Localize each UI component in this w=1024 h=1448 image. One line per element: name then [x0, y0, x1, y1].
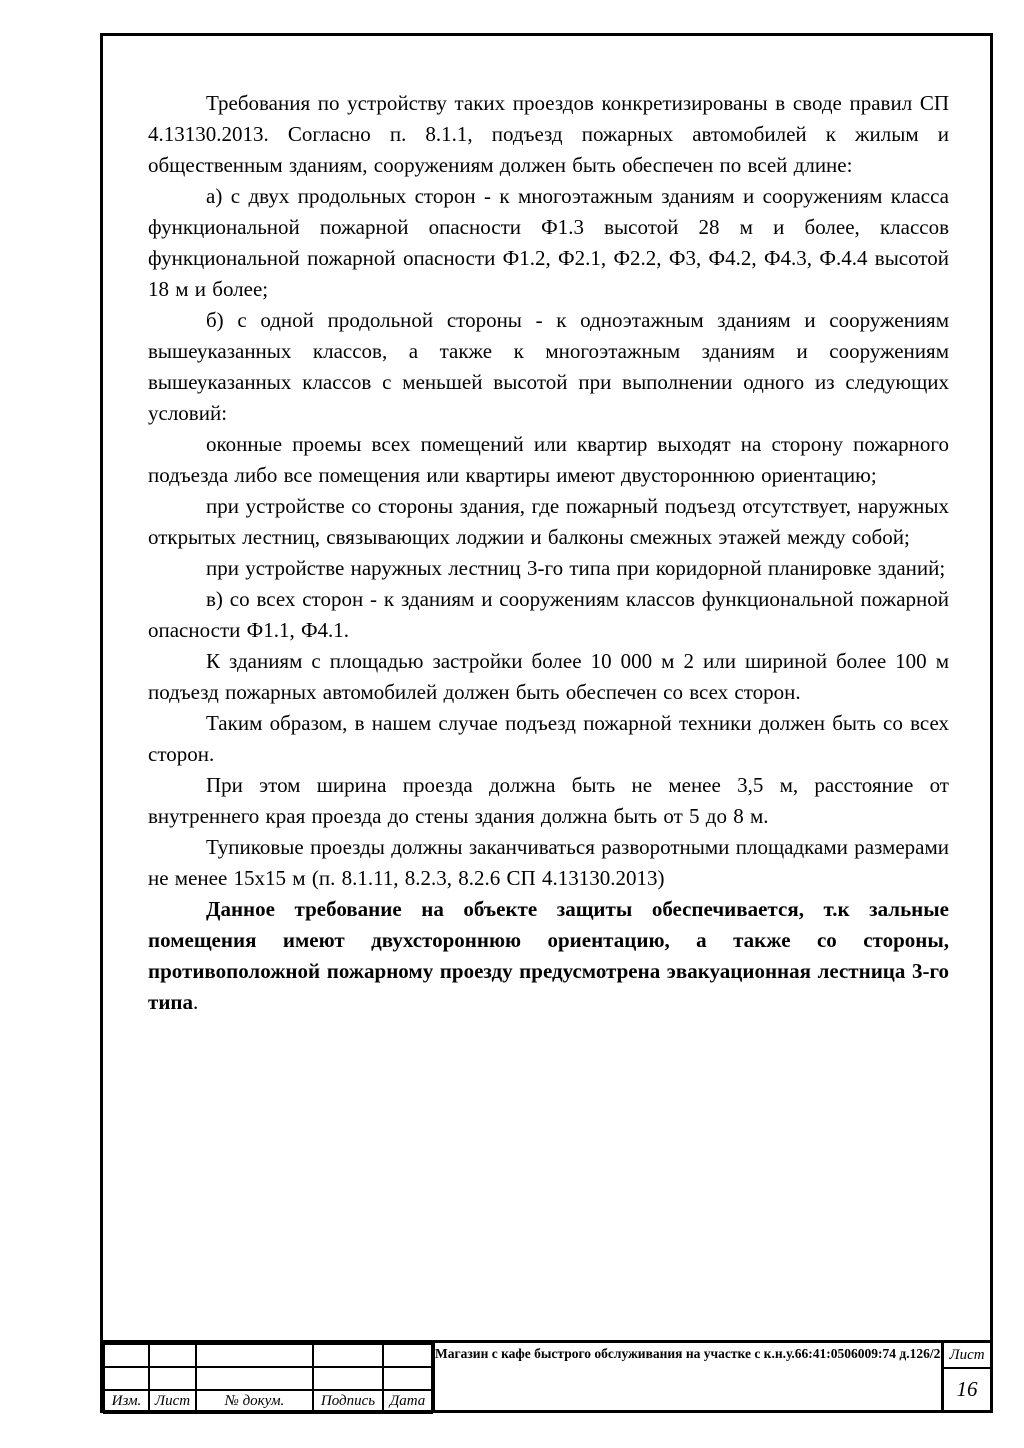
document-title: Магазин с кафе быстрого обслуживания на участке с к.н.у.66:41:0506009:74 д.126/2	[435, 1346, 941, 1361]
body-text	[148, 88, 949, 1018]
stamp-empty-cell	[104, 1344, 149, 1367]
sheet-number: 16	[956, 1377, 978, 1401]
stamp-row	[104, 1367, 432, 1390]
paragraph: Тупиковые проезды должны заканчиваться разворотными площадками размерами не менее 15х15 м (п. 8.1.11, 8.2.3, 8.2.6 СП 4.13130.2013)	[148, 835, 949, 890]
paragraph: при устройстве со стороны здания, где пожарный подъезд отсутствует, наружных открытых лестниц, связывающих лоджии и балконы смежных этажей между собой;	[148, 494, 949, 549]
stamp-empty-cell	[383, 1344, 432, 1367]
stamp-label-cell: Дата	[383, 1390, 432, 1413]
stamp-label-cell: № докум.	[196, 1390, 313, 1413]
stamp-label-cell: Лист	[149, 1390, 196, 1413]
paragraph: Данное требование на объекте защиты обеспечивается, т.к зальные помещения имеют двухстороннюю ориентацию, а также со стороны, противоположной пожарному проезду предусмотрена эвакуационная лестница 3-го типа.	[148, 897, 949, 1014]
stamp-empty-cell	[383, 1367, 432, 1390]
paragraph-suffix: .	[193, 990, 199, 1014]
stamp-empty-cell	[196, 1344, 313, 1367]
stamp-label-cell: Подпись	[313, 1390, 383, 1413]
stamp-empty-cell	[149, 1344, 196, 1367]
paragraph: Таким образом, в нашем случае подъезд пожарной техники должен быть со всех сторон.	[148, 711, 949, 766]
sheet-label: Лист	[944, 1343, 990, 1369]
paragraph: при устройстве наружных лестниц 3-го типа при коридорной планировке зданий;	[206, 556, 946, 580]
stamp-row	[104, 1390, 432, 1413]
stamp-empty-cell	[149, 1367, 196, 1390]
title-block-stamp-rows	[104, 1344, 432, 1413]
title-block	[100, 1340, 993, 1413]
stamp-empty-cell	[104, 1367, 149, 1390]
paragraph: оконные проемы всех помещений или квартир выходят на сторону пожарного подъезда либо все помещения или квартиры имеют двустороннюю ориентацию;	[148, 432, 949, 487]
title-block-stamp-table	[103, 1343, 433, 1414]
stamp-empty-cell	[313, 1344, 383, 1367]
sheet-number-box	[941, 1343, 990, 1410]
paragraph: При этом ширина проезда должна быть не менее 3,5 м, расстояние от внутреннего края проезда до стены здания должна быть от 5 до 8 м.	[148, 773, 949, 828]
stamp-empty-cell	[196, 1367, 313, 1390]
stamp-label-cell: Изм.	[104, 1390, 149, 1413]
paragraph: Требования по устройству таких проездов конкретизированы в своде правил СП 4.13130.2013. Согласно п. 8.1.1, подъезд пожарных автомобилей к жилым и общественным зданиям, сооружениям должен быть обеспечен по всей длине:	[148, 91, 949, 177]
paragraph: а) с двух продольных сторон - к многоэтажным зданиям и сооружениям класса функциональной пожарной опасности Ф1.3 высотой 28 м и более, классов функциональной пожарной опасности Ф1.2, Ф2.1, Ф2.2, Ф3, Ф4.2, Ф4.3, Ф.4.4 высотой 18 м и более;	[148, 184, 949, 301]
stamp-empty-cell	[313, 1367, 383, 1390]
paragraph: К зданиям с площадью застройки более 10 000 м 2 или шириной более 100 м подъезд пожарных автомобилей должен быть обеспечен со всех сторон.	[148, 649, 949, 704]
paragraph: в) со всех сторон - к зданиям и сооружениям классов функциональной пожарной опасности Ф1.1, Ф4.1.	[148, 587, 949, 642]
document-title-cell	[433, 1343, 941, 1410]
stamp-row	[104, 1344, 432, 1367]
page-border-frame	[100, 33, 993, 1413]
paragraph: б) с одной продольной стороны - к одноэтажным зданиям и сооружениям вышеуказанных классов, а также к многоэтажным зданиям и сооружениям вышеуказанных классов с меньшей высотой при выполнении одного из следующих условий:	[148, 308, 949, 425]
